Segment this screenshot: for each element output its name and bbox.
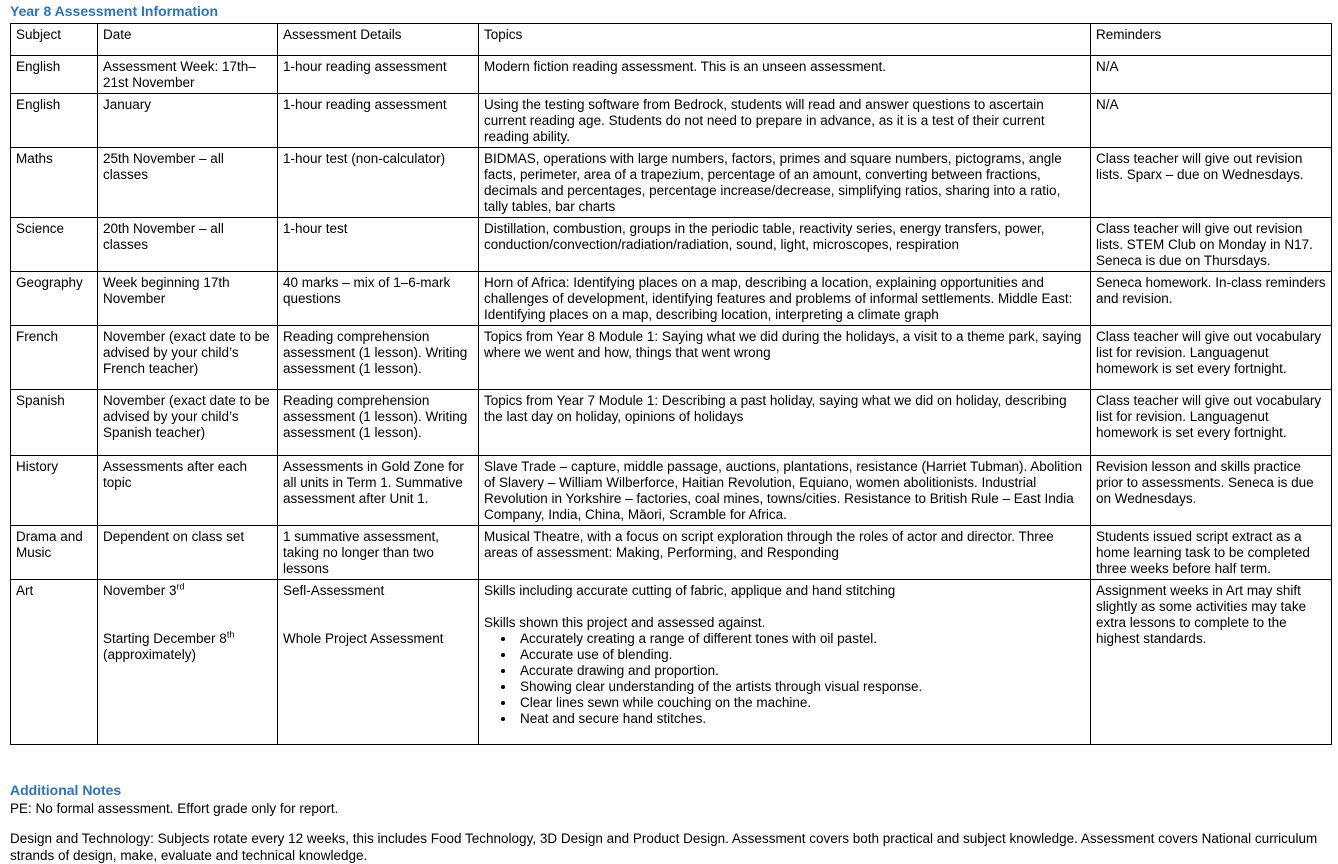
paragraph: [283, 631, 473, 647]
bullet-item: • Accurately creating a range of different tones with oil pastel.: [516, 631, 1085, 647]
table-row: [11, 326, 1332, 390]
cell-subject: Drama and Music: [11, 526, 98, 580]
column-header-date: Date: [98, 24, 278, 56]
bullet-item: • Showing clear understanding of the artists through visual response.: [516, 679, 1085, 695]
note-design-technology: Design and Technology: Subjects rotate every 12 weeks, this includes Food Technology, 3D Design and Product Design. Assessment covers both practical and subject knowledge. Assessment covers National curriculum strands of design, make, evaluate and technical knowledge.: [10, 831, 1318, 863]
table-row: [11, 218, 1332, 272]
column-header-topics: Topics: [479, 24, 1091, 56]
table-row: [11, 56, 1332, 94]
column-header-details: Assessment Details: [278, 24, 479, 56]
text-segment: (approximately): [103, 647, 197, 662]
cell-date: 25th November – all classes: [98, 148, 278, 218]
cell-details: 1-hour reading assessment: [278, 94, 479, 148]
table-row: [11, 148, 1332, 218]
cell-date: Dependent on class set: [98, 526, 278, 580]
table-row: [11, 580, 1332, 745]
cell-date: Week beginning 17th November: [98, 272, 278, 326]
table-row: [11, 94, 1332, 148]
table-row: [11, 456, 1332, 526]
cell-subject: English: [11, 56, 98, 94]
text-segment: Skills shown this project and assessed against.: [484, 615, 766, 630]
superscript-text: th: [226, 629, 235, 640]
header-row: [11, 24, 1332, 56]
spacer: [103, 599, 272, 615]
cell-reminders: Class teacher will give out revision lists. STEM Club on Monday in N17. Seneca is due on Thursdays.: [1091, 218, 1332, 272]
cell-reminders: Class teacher will give out vocabulary list for revision. Languagenut homework is set every fortnight.: [1091, 390, 1332, 456]
superscript-text: rd: [176, 581, 185, 592]
text-segment: November 3: [103, 583, 177, 598]
cell-subject: Geography: [11, 272, 98, 326]
cell-details: Reading comprehension assessment (1 lesson). Writing assessment (1 lesson).: [278, 390, 479, 456]
text-segment: Starting December 8: [103, 631, 227, 646]
cell-details: 40 marks – mix of 1–6-mark questions: [278, 272, 479, 326]
cell-topics: Topics from Year 8 Module 1: Saying what we did during the holidays, a visit to a theme park, saying where we went and how, things that went wrong: [479, 326, 1091, 390]
cell-reminders: Revision lesson and skills practice prior to assessments. Seneca is due on Wednesdays.: [1091, 456, 1332, 526]
bullet-item: • Neat and secure hand stitches.: [516, 711, 1085, 727]
cell-topics: Modern fiction reading assessment. This is an unseen assessment.: [479, 56, 1091, 94]
paragraph: [103, 631, 272, 663]
cell-topics: Horn of Africa: Identifying places on a map, describing a location, explaining opportunities and challenges of development, identifying features and problems of informal settlements. Middle East: Identifying places on a map, describing location, interpreting a climate graph: [479, 272, 1091, 326]
paragraph: [484, 615, 1085, 631]
paragraph: [484, 583, 1085, 599]
cell-subject: History: [11, 456, 98, 526]
cell-subject: Art: [11, 580, 98, 745]
cell-reminders: Class teacher will give out vocabulary list for revision. Languagenut homework is set every fortnight.: [1091, 326, 1332, 390]
cell-date: 20th November – all classes: [98, 218, 278, 272]
spacer: [484, 599, 1085, 615]
cell-subject: French: [11, 326, 98, 390]
bullet-item: • Accurate use of blending.: [516, 647, 1085, 663]
bullet-list: [484, 631, 1085, 727]
cell-details: 1 summative assessment, taking no longer than two lessons: [278, 526, 479, 580]
cell-date: November (exact date to be advised by your child’s Spanish teacher): [98, 390, 278, 456]
cell-topics: BIDMAS, operations with large numbers, factors, primes and square numbers, pictograms, angle facts, perimeter, area of a trapezium, percentage of an amount, converting between fractions, decimals and percentages, percentage increase/decrease, simplifying ratios, sharing into a ratio, tally tables, bar charts: [479, 148, 1091, 218]
cell-details: 1-hour test: [278, 218, 479, 272]
text-segment: Sefl-Assessment: [283, 583, 385, 598]
cell-topics: Slave Trade – capture, middle passage, auctions, plantations, resistance (Harriet Tubman). Abolition of Slavery – William Wilberforce, Haitian Revolution, Equiano, women abolitionists. Industrial Revolution in Yorkshire – factories, coal mines, towns/cities. Resistance to British Rule – East India Company, India, China, Māori, Scramble for Africa.: [479, 456, 1091, 526]
cell-details: 1-hour reading assessment: [278, 56, 479, 94]
cell-topics: Musical Theatre, with a focus on script exploration through the roles of actor and director. Three areas of assessment: Making, Performing, and Responding: [479, 526, 1091, 580]
column-header-reminders: Reminders: [1091, 24, 1332, 56]
cell-subject: Spanish: [11, 390, 98, 456]
cell-details: [278, 580, 479, 745]
cell-reminders: Students issued script extract as a home learning task to be completed three weeks before half term.: [1091, 526, 1332, 580]
cell-reminders: Class teacher will give out revision lists. Sparx – due on Wednesdays.: [1091, 148, 1332, 218]
cell-topics: Using the testing software from Bedrock, students will read and answer questions to ascertain current reading age. Students do not need to prepare in advance, as it is a test of their current reading ability.: [479, 94, 1091, 148]
cell-subject: Science: [11, 218, 98, 272]
cell-details: Reading comprehension assessment (1 lesson). Writing assessment (1 lesson).: [278, 326, 479, 390]
text-segment: Whole Project Assessment: [283, 631, 444, 646]
cell-date: Assessments after each topic: [98, 456, 278, 526]
paragraph: [103, 583, 272, 599]
cell-date: [98, 580, 278, 745]
cell-topics: [479, 580, 1091, 745]
cell-reminders: N/A: [1091, 94, 1332, 148]
paragraph: [283, 583, 473, 599]
cell-reminders: Assignment weeks in Art may shift slightly as some activities may take extra lessons to complete to the highest standards.: [1091, 580, 1332, 745]
note-pe: PE: No formal assessment. Effort grade only for report.: [10, 801, 339, 816]
cell-subject: Maths: [11, 148, 98, 218]
column-header-subject: Subject: [11, 24, 98, 56]
cell-details: Assessments in Gold Zone for all units in Term 1. Summative assessment after Unit 1.: [278, 456, 479, 526]
bullet-item: • Accurate drawing and proportion.: [516, 663, 1085, 679]
table-row: [11, 526, 1332, 580]
cell-subject: English: [11, 94, 98, 148]
page-title: Year 8 Assessment Information: [10, 3, 219, 19]
bullet-item: • Clear lines sewn while couching on the machine.: [516, 695, 1085, 711]
table-row: [11, 390, 1332, 456]
cell-reminders: Seneca homework. In-class reminders and revision.: [1091, 272, 1332, 326]
additional-notes-title: Additional Notes: [10, 782, 122, 798]
cell-details: 1-hour test (non-calculator): [278, 148, 479, 218]
table-body: [11, 56, 1332, 745]
assessment-table: [10, 23, 1332, 745]
cell-reminders: N/A: [1091, 56, 1332, 94]
cell-topics: Topics from Year 7 Module 1: Describing a past holiday, saying what we did on holiday, describing the last day on holiday, opinions of holidays: [479, 390, 1091, 456]
table-header: [11, 24, 1332, 56]
cell-date: November (exact date to be advised by your child’s French teacher): [98, 326, 278, 390]
cell-topics: Distillation, combustion, groups in the periodic table, reactivity series, energy transfers, power, conduction/convection/radiation/radiation, sound, light, microscopes, respiration: [479, 218, 1091, 272]
spacer: [283, 615, 473, 631]
text-segment: Skills including accurate cutting of fabric, applique and hand stitching: [484, 583, 896, 598]
cell-date: Assessment Week: 17th–21st November: [98, 56, 278, 94]
cell-date: January: [98, 94, 278, 148]
table-row: [11, 272, 1332, 326]
spacer: [283, 599, 473, 615]
spacer: [103, 615, 272, 631]
